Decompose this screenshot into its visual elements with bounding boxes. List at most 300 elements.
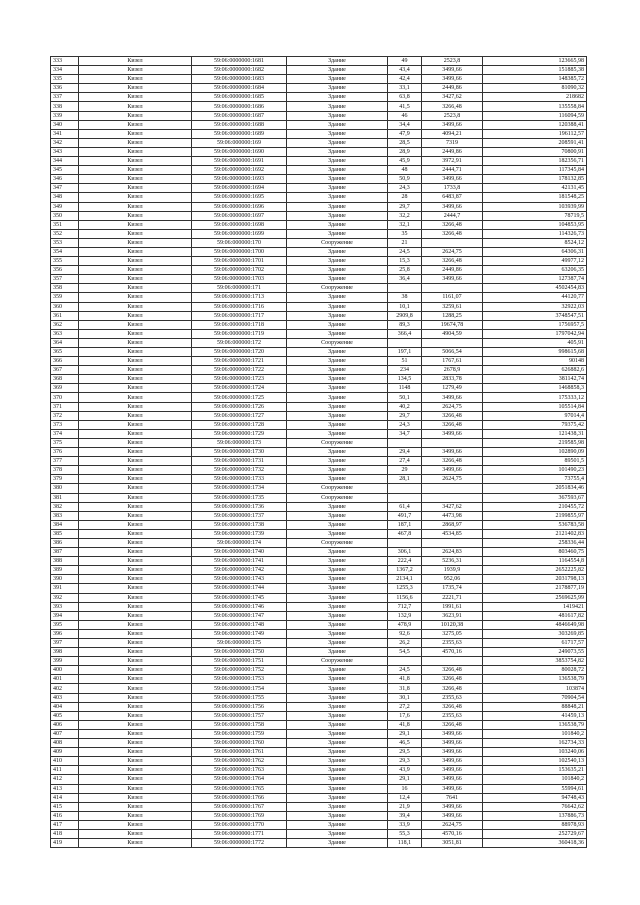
specific-value: 2355,63 <box>422 639 483 648</box>
table-row <box>51 266 587 275</box>
cadastral-number: 59:06:000000:170 <box>192 238 287 247</box>
area: 24,5 <box>388 666 422 675</box>
table-row <box>51 739 587 748</box>
object-type: Здание <box>287 739 388 748</box>
cadastral-value: 536783,58 <box>483 520 587 529</box>
specific-value: 3266,48 <box>422 420 483 429</box>
row-number: 395 <box>51 620 79 629</box>
row-number: 389 <box>51 566 79 575</box>
cadastral-value: 182356,71 <box>483 157 587 166</box>
specific-value <box>422 338 483 347</box>
table-row <box>51 529 587 538</box>
cadastral-value: 70800,91 <box>483 147 587 156</box>
object-type: Здание <box>287 811 388 820</box>
cadastral-value: 151885,38 <box>483 66 587 75</box>
cadastral-number: 59:06:0000000:1696 <box>192 202 287 211</box>
table-row <box>51 584 587 593</box>
cadastral-number: 59:06:0000000:1692 <box>192 166 287 175</box>
object-type: Здание <box>287 402 388 411</box>
object-type: Здание <box>287 375 388 384</box>
settlement-name: Кизел <box>79 739 192 748</box>
cadastral-number: 59:06:0000000:1719 <box>192 329 287 338</box>
cadastral-number: 59:06:000000:175 <box>192 639 287 648</box>
specific-value: 5236,31 <box>422 557 483 566</box>
cadastral-value: 101490,23 <box>483 466 587 475</box>
row-number: 399 <box>51 657 79 666</box>
specific-value: 1939,9 <box>422 566 483 575</box>
specific-value: 3266,48 <box>422 457 483 466</box>
cadastral-value: 80028,72 <box>483 666 587 675</box>
settlement-name: Кизел <box>79 548 192 557</box>
cadastral-value: 249073,55 <box>483 648 587 657</box>
table-row <box>51 320 587 329</box>
settlement-name: Кизел <box>79 511 192 520</box>
object-type: Здание <box>287 684 388 693</box>
table-row <box>51 620 587 629</box>
settlement-name: Кизел <box>79 766 192 775</box>
cadastral-number: 59:06:0000000:1730 <box>192 448 287 457</box>
cadastral-value: 2652225,82 <box>483 566 587 575</box>
specific-value: 3972,91 <box>422 157 483 166</box>
row-number: 418 <box>51 829 79 838</box>
table-row <box>51 348 587 357</box>
object-type: Здание <box>287 802 388 811</box>
settlement-name: Кизел <box>79 457 192 466</box>
cadastral-value: 2121402,83 <box>483 529 587 538</box>
cadastral-value-table <box>50 56 587 848</box>
area: 34,4 <box>388 120 422 129</box>
object-type: Здание <box>287 166 388 175</box>
cadastral-number: 59:06:0000000:1766 <box>192 793 287 802</box>
specific-value: 2355,63 <box>422 693 483 702</box>
area: 35 <box>388 229 422 238</box>
table-row <box>51 629 587 638</box>
area <box>388 493 422 502</box>
cadastral-value: 135558,84 <box>483 102 587 111</box>
area: 41,5 <box>388 102 422 111</box>
area: 26,2 <box>388 639 422 648</box>
area: 24,3 <box>388 184 422 193</box>
cadastral-number: 59:06:000000:169 <box>192 138 287 147</box>
specific-value: 2449,86 <box>422 147 483 156</box>
table-row <box>51 175 587 184</box>
object-type: Здание <box>287 202 388 211</box>
cadastral-value: 360418,36 <box>483 839 587 848</box>
cadastral-number: 59:06:0000000:1767 <box>192 802 287 811</box>
settlement-name: Кизел <box>79 811 192 820</box>
cadastral-value: 103874 <box>483 684 587 693</box>
table-row <box>51 775 587 784</box>
cadastral-value: 116094,59 <box>483 111 587 120</box>
table-row <box>51 639 587 648</box>
cadastral-number: 59:06:0000000:1756 <box>192 702 287 711</box>
row-number: 339 <box>51 111 79 120</box>
specific-value: 2868,97 <box>422 520 483 529</box>
cadastral-number: 59:06:0000000:1689 <box>192 129 287 138</box>
table-row <box>51 657 587 666</box>
cadastral-number: 59:06:0000000:1718 <box>192 320 287 329</box>
settlement-name: Кизел <box>79 502 192 511</box>
settlement-name: Кизел <box>79 529 192 538</box>
settlement-name: Кизел <box>79 329 192 338</box>
settlement-name: Кизел <box>79 648 192 657</box>
table-row <box>51 402 587 411</box>
object-type: Здание <box>287 729 388 738</box>
cadastral-value: 2031798,13 <box>483 575 587 584</box>
table-row <box>51 357 587 366</box>
table-row <box>51 66 587 75</box>
cadastral-value: 103939,99 <box>483 202 587 211</box>
settlement-name: Кизел <box>79 411 192 420</box>
row-number: 361 <box>51 311 79 320</box>
specific-value: 4570,16 <box>422 829 483 838</box>
cadastral-number: 59:06:0000000:1729 <box>192 429 287 438</box>
settlement-name: Кизел <box>79 639 192 648</box>
area: 92,6 <box>388 629 422 638</box>
settlement-name: Кизел <box>79 448 192 457</box>
cadastral-number: 59:06:0000000:1733 <box>192 475 287 484</box>
area: 33,9 <box>388 820 422 829</box>
row-number: 379 <box>51 475 79 484</box>
row-number: 344 <box>51 157 79 166</box>
row-number: 378 <box>51 466 79 475</box>
cadastral-number: 59:06:0000000:1746 <box>192 602 287 611</box>
specific-value: 3499,66 <box>422 811 483 820</box>
row-number: 376 <box>51 448 79 457</box>
cadastral-value: 49977,12 <box>483 257 587 266</box>
settlement-name: Кизел <box>79 348 192 357</box>
cadastral-number: 59:06:0000000:1772 <box>192 839 287 848</box>
area: 15,3 <box>388 257 422 266</box>
settlement-name: Кизел <box>79 120 192 129</box>
cadastral-value: 101840,2 <box>483 775 587 784</box>
table-row <box>51 475 587 484</box>
table-row <box>51 238 587 247</box>
object-type: Здание <box>287 584 388 593</box>
specific-value: 3427,62 <box>422 502 483 511</box>
object-type: Здание <box>287 766 388 775</box>
table-row <box>51 666 587 675</box>
settlement-name: Кизел <box>79 711 192 720</box>
row-number: 375 <box>51 438 79 447</box>
object-type: Сооружение <box>287 484 388 493</box>
table-row <box>51 57 587 66</box>
object-type: Здание <box>287 466 388 475</box>
cadastral-number: 59:06:0000000:1683 <box>192 75 287 84</box>
settlement-name: Кизел <box>79 420 192 429</box>
row-number: 338 <box>51 102 79 111</box>
object-type: Здание <box>287 57 388 66</box>
area: 12,4 <box>388 793 422 802</box>
object-type: Здание <box>287 420 388 429</box>
table-row <box>51 575 587 584</box>
row-number: 371 <box>51 402 79 411</box>
row-number: 400 <box>51 666 79 675</box>
specific-value: 3499,66 <box>422 120 483 129</box>
settlement-name: Кизел <box>79 302 192 311</box>
cadastral-value: 481617,82 <box>483 611 587 620</box>
specific-value: 7319 <box>422 138 483 147</box>
row-number: 360 <box>51 302 79 311</box>
row-number: 343 <box>51 147 79 156</box>
specific-value: 1767,61 <box>422 357 483 366</box>
specific-value: 3051,81 <box>422 839 483 848</box>
table-row <box>51 457 587 466</box>
cadastral-value: 79375,42 <box>483 420 587 429</box>
specific-value: 3499,66 <box>422 757 483 766</box>
table-row <box>51 648 587 657</box>
cadastral-number: 59:06:0000000:1698 <box>192 220 287 229</box>
table-row <box>51 429 587 438</box>
settlement-name: Кизел <box>79 702 192 711</box>
table-row <box>51 257 587 266</box>
cadastral-number: 59:06:000000:172 <box>192 338 287 347</box>
table-row <box>51 438 587 447</box>
table-row <box>51 184 587 193</box>
settlement-name: Кизел <box>79 311 192 320</box>
area: 234 <box>388 366 422 375</box>
cadastral-number: 59:06:0000000:1694 <box>192 184 287 193</box>
specific-value: 3499,66 <box>422 275 483 284</box>
cadastral-number: 59:06:0000000:1686 <box>192 102 287 111</box>
area: 50,1 <box>388 393 422 402</box>
cadastral-value: 102540,13 <box>483 757 587 766</box>
area: 1156,6 <box>388 593 422 602</box>
specific-value <box>422 484 483 493</box>
object-type: Здание <box>287 793 388 802</box>
object-type: Здание <box>287 448 388 457</box>
table-row <box>51 611 587 620</box>
table-row <box>51 338 587 347</box>
cadastral-number: 59:06:0000000:1732 <box>192 466 287 475</box>
area: 132,9 <box>388 611 422 620</box>
settlement-name: Кизел <box>79 493 192 502</box>
settlement-name: Кизел <box>79 620 192 629</box>
cadastral-number: 59:06:0000000:1700 <box>192 247 287 256</box>
row-number: 368 <box>51 375 79 384</box>
object-type: Здание <box>287 111 388 120</box>
object-type: Здание <box>287 557 388 566</box>
settlement-name: Кизел <box>79 275 192 284</box>
object-type: Здание <box>287 357 388 366</box>
area: 42,4 <box>388 75 422 84</box>
cadastral-number: 59:06:0000000:1731 <box>192 457 287 466</box>
row-number: 341 <box>51 129 79 138</box>
area: 29,1 <box>388 729 422 738</box>
table-row <box>51 393 587 402</box>
specific-value: 3266,48 <box>422 220 483 229</box>
object-type: Здание <box>287 829 388 838</box>
table-row <box>51 811 587 820</box>
settlement-name: Кизел <box>79 157 192 166</box>
specific-value: 2624,75 <box>422 475 483 484</box>
settlement-name: Кизел <box>79 593 192 602</box>
settlement-name: Кизел <box>79 538 192 547</box>
cadastral-value: 178132,85 <box>483 175 587 184</box>
row-number: 351 <box>51 220 79 229</box>
settlement-name: Кизел <box>79 338 192 347</box>
cadastral-value: 626882,6 <box>483 366 587 375</box>
settlement-name: Кизел <box>79 438 192 447</box>
table-row <box>51 766 587 775</box>
object-type: Здание <box>287 511 388 520</box>
object-type: Здание <box>287 775 388 784</box>
area: 45,9 <box>388 157 422 166</box>
area: 32,1 <box>388 220 422 229</box>
cadastral-number: 59:06:0000000:1755 <box>192 693 287 702</box>
cadastral-number: 59:06:0000000:1734 <box>192 484 287 493</box>
area: 197,1 <box>388 348 422 357</box>
area: 32,2 <box>388 211 422 220</box>
object-type: Здание <box>287 529 388 538</box>
area: 46,5 <box>388 739 422 748</box>
settlement-name: Кизел <box>79 602 192 611</box>
settlement-name: Кизел <box>79 175 192 184</box>
area: 29,5 <box>388 748 422 757</box>
cadastral-value: 101840,2 <box>483 729 587 738</box>
object-type: Здание <box>287 293 388 302</box>
cadastral-number: 59:06:0000000:1720 <box>192 348 287 357</box>
table-row <box>51 839 587 848</box>
settlement-name: Кизел <box>79 566 192 575</box>
settlement-name: Кизел <box>79 693 192 702</box>
cadastral-value: 4846649,98 <box>483 620 587 629</box>
area: 134,5 <box>388 375 422 384</box>
table-row <box>51 384 587 393</box>
object-type: Здание <box>287 639 388 648</box>
table-row <box>51 793 587 802</box>
specific-value: 2833,78 <box>422 375 483 384</box>
settlement-name: Кизел <box>79 484 192 493</box>
table-row <box>51 147 587 156</box>
table-row <box>51 484 587 493</box>
cadastral-number: 59:06:0000000:1740 <box>192 548 287 557</box>
settlement-name: Кизел <box>79 238 192 247</box>
object-type: Здание <box>287 748 388 757</box>
cadastral-number: 59:06:0000000:1765 <box>192 784 287 793</box>
row-number: 367 <box>51 366 79 375</box>
cadastral-value: 162734,33 <box>483 739 587 748</box>
object-type: Здание <box>287 711 388 720</box>
area: 29 <box>388 466 422 475</box>
object-type: Здание <box>287 393 388 402</box>
cadastral-value: 1419421 <box>483 602 587 611</box>
settlement-name: Кизел <box>79 793 192 802</box>
cadastral-number: 59:06:0000000:1725 <box>192 393 287 402</box>
specific-value: 3275,05 <box>422 629 483 638</box>
cadastral-number: 59:06:0000000:1722 <box>192 366 287 375</box>
settlement-name: Кизел <box>79 802 192 811</box>
settlement-name: Кизел <box>79 257 192 266</box>
row-number: 398 <box>51 648 79 657</box>
cadastral-number: 59:06:0000000:1741 <box>192 557 287 566</box>
settlement-name: Кизел <box>79 839 192 848</box>
cadastral-value: 76642,62 <box>483 802 587 811</box>
settlement-name: Кизел <box>79 84 192 93</box>
cadastral-number: 59:06:0000000:1752 <box>192 666 287 675</box>
cadastral-number: 59:06:0000000:1742 <box>192 566 287 575</box>
table-row <box>51 802 587 811</box>
row-number: 335 <box>51 75 79 84</box>
cadastral-value: 2178877,19 <box>483 584 587 593</box>
cadastral-value: 64306,31 <box>483 247 587 256</box>
cadastral-number: 59:06:0000000:1754 <box>192 684 287 693</box>
cadastral-number: 59:06:0000000:1726 <box>192 402 287 411</box>
table-row <box>51 411 587 420</box>
row-number: 350 <box>51 211 79 220</box>
settlement-name: Кизел <box>79 657 192 666</box>
settlement-name: Кизел <box>79 211 192 220</box>
specific-value: 2624,75 <box>422 247 483 256</box>
object-type: Здание <box>287 193 388 202</box>
cadastral-number: 59:06:0000000:1699 <box>192 229 287 238</box>
specific-value: 10120,38 <box>422 620 483 629</box>
row-number: 377 <box>51 457 79 466</box>
row-number: 336 <box>51 84 79 93</box>
area: 43,4 <box>388 66 422 75</box>
table-row <box>51 120 587 129</box>
area: 41,8 <box>388 720 422 729</box>
cadastral-value: 73755,4 <box>483 475 587 484</box>
cadastral-value: 55994,61 <box>483 784 587 793</box>
cadastral-number: 59:06:0000000:1749 <box>192 629 287 638</box>
specific-value: 3266,48 <box>422 411 483 420</box>
area: 1148 <box>388 384 422 393</box>
object-type: Сооружение <box>287 284 388 293</box>
settlement-name: Кизел <box>79 584 192 593</box>
object-type: Здание <box>287 184 388 193</box>
specific-value: 3499,66 <box>422 175 483 184</box>
area: 712,7 <box>388 602 422 611</box>
specific-value <box>422 238 483 247</box>
settlement-name: Кизел <box>79 402 192 411</box>
area: 27,2 <box>388 702 422 711</box>
specific-value: 3266,48 <box>422 702 483 711</box>
row-number: 414 <box>51 793 79 802</box>
settlement-name: Кизел <box>79 93 192 102</box>
object-type: Здание <box>287 566 388 575</box>
row-number: 362 <box>51 320 79 329</box>
table-row <box>51 220 587 229</box>
settlement-name: Кизел <box>79 147 192 156</box>
row-number: 406 <box>51 720 79 729</box>
specific-value: 1279,49 <box>422 384 483 393</box>
object-type: Здание <box>287 175 388 184</box>
cadastral-number: 59:06:0000000:1739 <box>192 529 287 538</box>
cadastral-value: 1164554,8 <box>483 557 587 566</box>
area: 118,1 <box>388 839 422 848</box>
specific-value: 3499,66 <box>422 784 483 793</box>
object-type: Здание <box>287 329 388 338</box>
cadastral-value: 998615,68 <box>483 348 587 357</box>
row-number: 348 <box>51 193 79 202</box>
area: 27,4 <box>388 457 422 466</box>
row-number: 419 <box>51 839 79 848</box>
cadastral-number: 59:06:0000000:1713 <box>192 293 287 302</box>
settlement-name: Кизел <box>79 475 192 484</box>
object-type: Здание <box>287 120 388 129</box>
settlement-name: Кизел <box>79 102 192 111</box>
cadastral-value: 148385,72 <box>483 75 587 84</box>
cadastral-number: 59:06:0000000:1760 <box>192 739 287 748</box>
object-type: Здание <box>287 575 388 584</box>
cadastral-value: 3748547,51 <box>483 311 587 320</box>
row-number: 364 <box>51 338 79 347</box>
table-row <box>51 311 587 320</box>
object-type: Здание <box>287 366 388 375</box>
settlement-name: Кизел <box>79 266 192 275</box>
specific-value: 3266,48 <box>422 684 483 693</box>
